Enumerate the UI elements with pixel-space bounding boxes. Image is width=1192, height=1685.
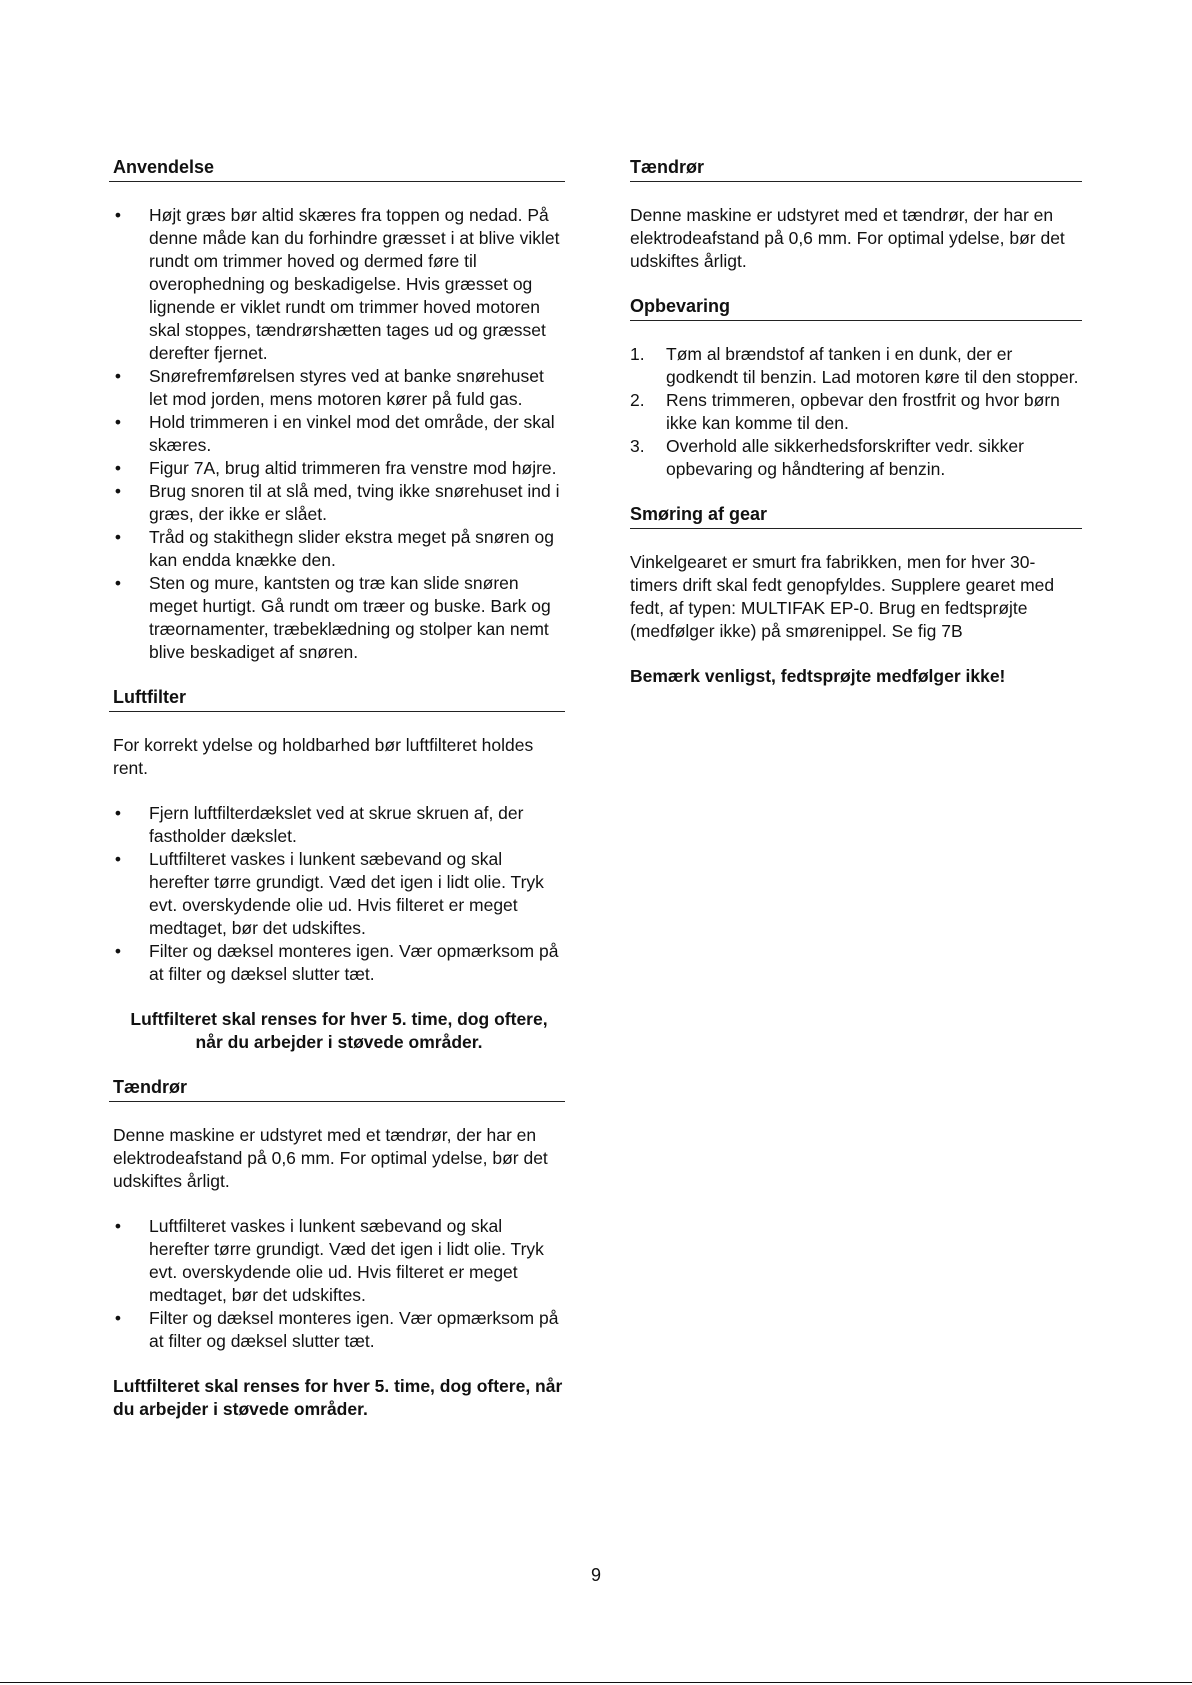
taendror-bullet-list: [113, 1215, 565, 1353]
list-item-text: Sten og mure, kantsten og træ kan slide snøren meget hurtigt. Gå rundt om træer og buske. Bark og træornamenter, træbeklædning og stolper kan nemt blive beskadiget af snøren.: [149, 573, 551, 662]
list-item: [113, 802, 565, 848]
section-heading-anvendelse: Anvendelse: [109, 156, 565, 182]
footer-divider: [0, 1682, 1192, 1683]
list-item: [113, 365, 565, 411]
list-item-text: Fjern luftfilterdækslet ved at skrue skruen af, der fastholder dækslet.: [149, 803, 524, 846]
list-item-text: Filter og dæksel monteres igen. Vær opmærksom på at filter og dæksel slutter tæt.: [149, 1308, 559, 1351]
list-item: [113, 940, 565, 986]
section-heading-luftfilter: Luftfilter: [109, 686, 565, 712]
list-item: [113, 526, 565, 572]
bullet-icon: •: [114, 527, 122, 547]
list-item: [113, 1307, 565, 1353]
section-heading-smoring: Smøring af gear: [630, 503, 1082, 529]
taendror-right-intro: Denne maskine er udstyret med et tændrør, der har en elektrodeafstand på 0,6 mm. For optimal ydelse, bør det udskiftes årligt.: [630, 205, 1065, 271]
list-item-text: Højt græs bør altid skæres fra toppen og nedad. På denne måde kan du forhindre græsset i at blive viklet rundt om trimmer hoved og dermed føre til overophedning og beskadigelse. Hvis græsset og lignende er viklet rundt om trimmer hoved motoren skal stoppes, tændrørshætten tages ud og græsset derefter fjernet.: [149, 205, 560, 363]
bullet-icon: •: [114, 412, 122, 432]
list-item: [113, 411, 565, 457]
list-item-text: Overhold alle sikkerhedsforskrifter vedr. sikker opbevaring og håndtering af benzin.: [666, 436, 1024, 479]
bullet-icon: •: [114, 366, 122, 386]
luftfilter-bullet-list: [113, 802, 565, 986]
list-item: [113, 204, 565, 365]
list-item: [630, 343, 1082, 389]
section-heading-taendror: Tændrør: [109, 1076, 565, 1102]
list-item: [113, 572, 565, 664]
list-item-text: Luftfilteret vaskes i lunkent sæbevand og skal herefter tørre grundigt. Væd det igen i lidt olie. Tryk evt. overskydende olie ud. Hvis filteret er meget medtaget, bør det udskiftes.: [149, 849, 544, 938]
list-item: [113, 848, 565, 940]
page-number: 9: [590, 1565, 601, 1585]
list-item-text: Brug snoren til at slå med, tving ikke snørehuset ind i græs, der ikke er slået.: [149, 481, 560, 524]
left-column: [113, 156, 565, 1443]
smoring-note: Bemærk venligst, fedtsprøjte medfølger ikke!: [630, 666, 1006, 686]
anvendelse-bullet-list: [113, 204, 565, 664]
list-item-text: Hold trimmeren i en vinkel mod det område, der skal skæres.: [149, 412, 555, 455]
list-item: [630, 389, 1082, 435]
opbevaring-numbered-list: [630, 343, 1082, 481]
list-item: [113, 480, 565, 526]
list-item-text: Snørefremførelsen styres ved at banke snørehuset let mod jorden, mens motoren kører på fuld gas.: [149, 366, 544, 409]
taendror-intro: Denne maskine er udstyret med et tændrør, der har en elektrodeafstand på 0,6 mm. For optimal ydelse, bør det udskiftes årligt.: [113, 1125, 548, 1191]
bullet-icon: •: [114, 573, 122, 593]
bullet-icon: •: [114, 205, 122, 225]
section-heading-taendror-right: Tændrør: [630, 156, 1082, 182]
list-number: 1.: [630, 344, 645, 364]
list-item-text: Tråd og stakithegn slider ekstra meget på snøren og kan endda knække den.: [149, 527, 554, 570]
bullet-icon: •: [114, 803, 122, 823]
section-heading-opbevaring: Opbevaring: [630, 295, 1082, 321]
luftfilter-note: Luftfilteret skal renses for hver 5. time, dog oftere, når du arbejder i støvede områder.: [130, 1009, 548, 1052]
list-item-text: Figur 7A, brug altid trimmeren fra venstre mod højre.: [149, 458, 557, 478]
right-column: [630, 156, 1082, 710]
bullet-icon: •: [114, 1308, 122, 1328]
list-item-text: Tøm al brændstof af tanken i en dunk, der er godkendt til benzin. Lad motoren køre til den stopper.: [666, 344, 1079, 387]
list-number: 2.: [630, 390, 645, 410]
list-item-text: Luftfilteret vaskes i lunkent sæbevand og skal herefter tørre grundigt. Væd det igen i lidt olie. Tryk evt. overskydende olie ud. Hvis filteret er meget medtaget, bør det udskiftes.: [149, 1216, 544, 1305]
bullet-icon: •: [114, 1216, 122, 1236]
list-number: 3.: [630, 436, 645, 456]
bullet-icon: •: [114, 941, 122, 961]
bullet-icon: •: [114, 481, 122, 501]
taendror-note: Luftfilteret skal renses for hver 5. time, dog oftere, når du arbejder i støvede områder.: [113, 1376, 563, 1419]
list-item-text: Rens trimmeren, opbevar den frostfrit og hvor børn ikke kan komme til den.: [666, 390, 1060, 433]
list-item: [113, 457, 565, 480]
luftfilter-intro: For korrekt ydelse og holdbarhed bør luftfilteret holdes rent.: [113, 735, 534, 778]
list-item-text: Filter og dæksel monteres igen. Vær opmærksom på at filter og dæksel slutter tæt.: [149, 941, 559, 984]
list-item: [630, 435, 1082, 481]
smoring-intro: Vinkelgearet er smurt fra fabrikken, men for hver 30-timers drift skal fedt genopfyldes. Supplere gearet med fedt, af typen: MULTIFAK EP-0. Brug en fedtsprøjte (medfølger ikke) på smørenippel. Se fig 7B: [630, 552, 1055, 641]
bullet-icon: •: [114, 458, 122, 478]
list-item: [113, 1215, 565, 1307]
bullet-icon: •: [114, 849, 122, 869]
